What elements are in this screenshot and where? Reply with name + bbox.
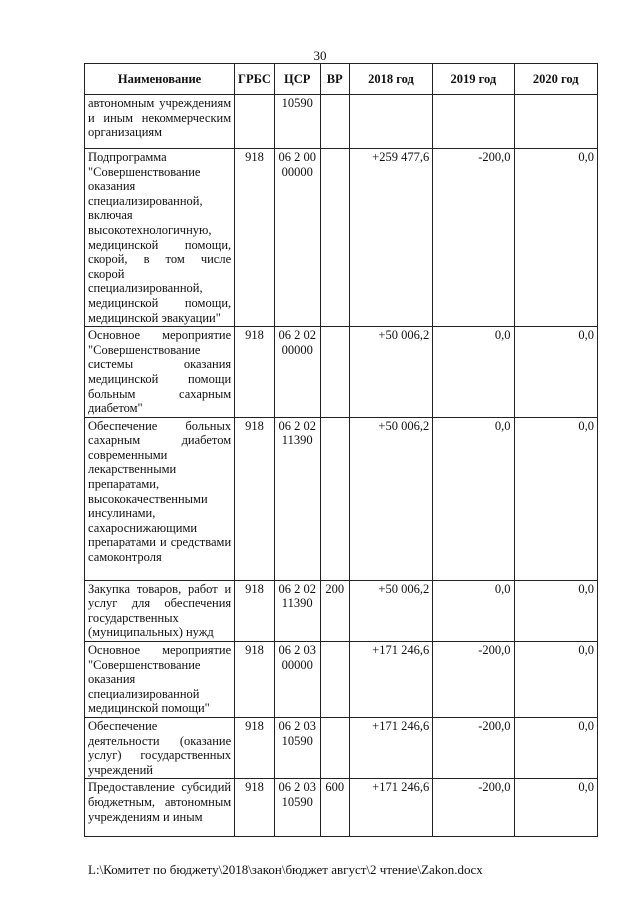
row-vr <box>320 718 349 779</box>
header-2019: 2019 год <box>433 64 514 95</box>
table-row <box>85 149 598 327</box>
row-2020: 0,0 <box>514 149 597 327</box>
row-vr <box>320 417 349 580</box>
page-number: 30 <box>313 48 327 63</box>
row-grbs: 918 <box>235 779 275 837</box>
footer-file-path: L:\Комитет по бюджету\2018\закон\бюджет август\2 чтение\Zakon.docx <box>88 862 483 877</box>
row-2020: 0,0 <box>514 417 597 580</box>
row-csr: 06 2 03 10590 <box>274 779 320 837</box>
row-grbs: 918 <box>235 327 275 418</box>
row-2019: 0,0 <box>433 327 514 418</box>
row-csr: 06 2 03 00000 <box>274 642 320 718</box>
row-csr: 06 2 02 11390 <box>274 580 320 641</box>
row-vr <box>320 327 349 418</box>
row-grbs: 918 <box>235 417 275 580</box>
row-2018: +50 006,2 <box>349 580 432 641</box>
budget-table <box>84 63 598 837</box>
row-grbs: 918 <box>235 149 275 327</box>
row-2019 <box>433 95 514 149</box>
row-name: Основное мероприятие "Совершенствование оказания специализированной медицинской помощи" <box>85 642 235 718</box>
row-2020: 0,0 <box>514 327 597 418</box>
header-2018: 2018 год <box>349 64 432 95</box>
table-row <box>85 327 598 418</box>
row-2020: 0,0 <box>514 718 597 779</box>
table-row <box>85 417 598 580</box>
row-csr: 10590 <box>274 95 320 149</box>
row-2019: -200,0 <box>433 149 514 327</box>
header-name: Наименование <box>85 64 235 95</box>
table-row <box>85 779 598 837</box>
row-2018 <box>349 95 432 149</box>
row-csr: 06 2 02 11390 <box>274 417 320 580</box>
row-name: Подпрограмма "Совершенствование оказания специализированной, включая высокотехнологичную, медицинской помощи, скорой, в том числе скорой специализированной, медицинской помощи, медицинской эвакуации" <box>85 149 235 327</box>
row-2018: +171 246,6 <box>349 779 432 837</box>
table-row <box>85 642 598 718</box>
row-2018: +171 246,6 <box>349 718 432 779</box>
table-header-row <box>85 64 598 95</box>
row-vr <box>320 95 349 149</box>
row-grbs <box>235 95 275 149</box>
row-2018: +50 006,2 <box>349 327 432 418</box>
row-grbs: 918 <box>235 580 275 641</box>
row-name: Закупка товаров, работ и услуг для обеспечения государственных (муниципальных) нужд <box>85 580 235 641</box>
row-2020: 0,0 <box>514 580 597 641</box>
row-grbs: 918 <box>235 642 275 718</box>
row-vr <box>320 642 349 718</box>
row-name: Обеспечение больных сахарным диабетом современными лекарственными препаратами, высококачественными инсулинами, сахароснижающими препаратами и средствами самоконтроля <box>85 417 235 580</box>
row-vr <box>320 149 349 327</box>
row-csr: 06 2 02 00000 <box>274 327 320 418</box>
row-2019: -200,0 <box>433 642 514 718</box>
row-name: Обеспечение деятельности (оказание услуг) государственных учреждений <box>85 718 235 779</box>
header-2020: 2020 год <box>514 64 597 95</box>
row-name: Предоставление субсидий бюджетным, автономным учреждениям и иным <box>85 779 235 837</box>
row-2019: -200,0 <box>433 779 514 837</box>
row-2020: 0,0 <box>514 779 597 837</box>
row-vr: 200 <box>320 580 349 641</box>
row-2019: -200,0 <box>433 718 514 779</box>
row-csr: 06 2 03 10590 <box>274 718 320 779</box>
row-name: автономным учреждениям и иным некоммерческим организациям <box>85 95 235 149</box>
row-vr: 600 <box>320 779 349 837</box>
row-grbs: 918 <box>235 718 275 779</box>
row-2018: +50 006,2 <box>349 417 432 580</box>
header-vr: ВР <box>320 64 349 95</box>
table-row <box>85 95 598 149</box>
table-row <box>85 718 598 779</box>
row-2020 <box>514 95 597 149</box>
row-2019: 0,0 <box>433 580 514 641</box>
header-grbs: ГРБС <box>235 64 275 95</box>
row-2018: +171 246,6 <box>349 642 432 718</box>
header-csr: ЦСР <box>274 64 320 95</box>
row-csr: 06 2 00 00000 <box>274 149 320 327</box>
row-2020: 0,0 <box>514 642 597 718</box>
row-2019: 0,0 <box>433 417 514 580</box>
row-name: Основное мероприятие "Совершенствование системы оказания медицинской помощи больным сахарным диабетом" <box>85 327 235 418</box>
table-row <box>85 580 598 641</box>
row-2018: +259 477,6 <box>349 149 432 327</box>
